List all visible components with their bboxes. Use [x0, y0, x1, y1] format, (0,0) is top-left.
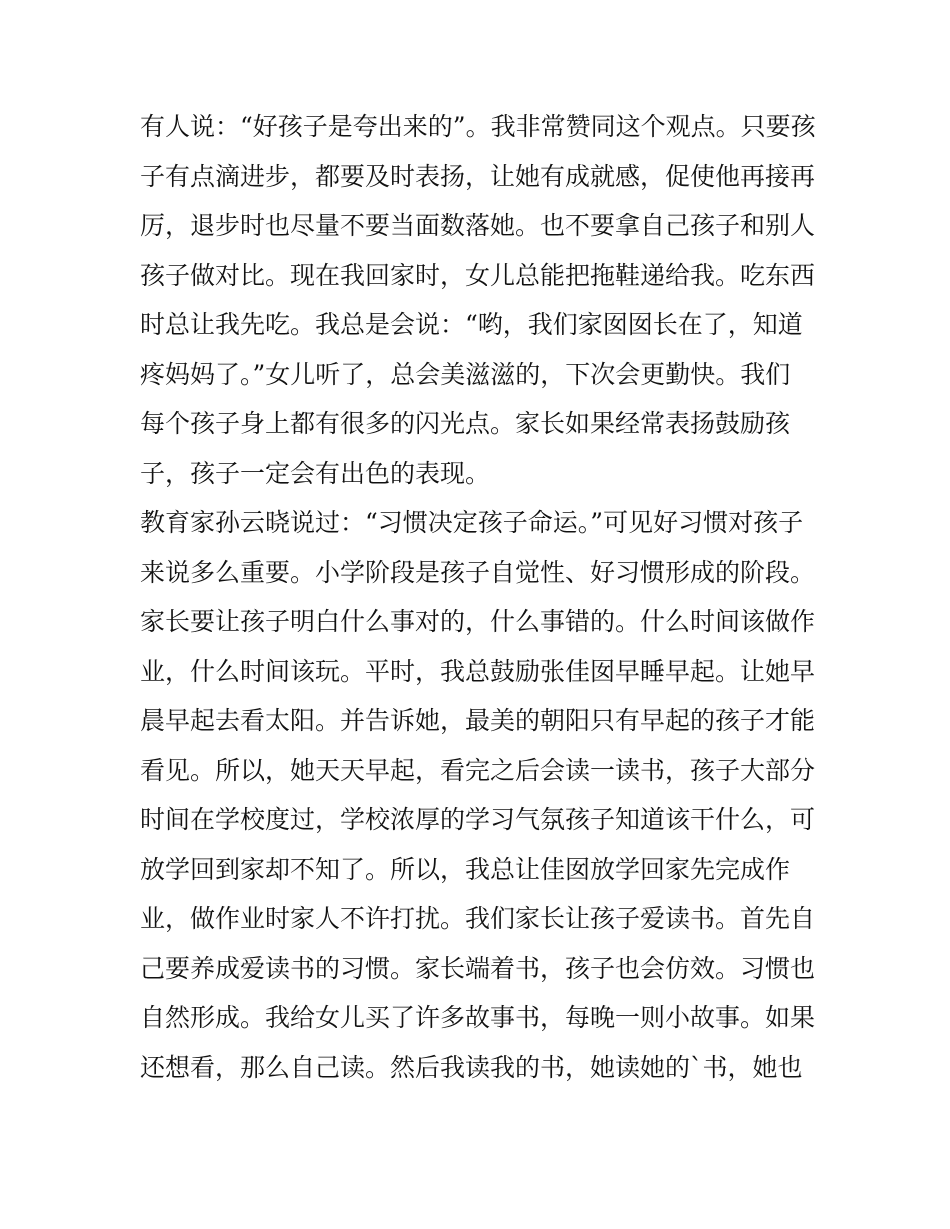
- text-line: 放学回到家却不知了。所以，我总让佳囡放学回家先完成作: [140, 854, 791, 884]
- text-line: 还想看，那么自己读。然后我读我的书，她读她的`书，她也: [140, 1052, 803, 1082]
- text-line: 家长要让孩子明白什么事对的，什么事错的。什么时间该做作: [140, 607, 816, 636]
- text-line: 疼妈妈了。”女儿听了，总会美滋滋的，下次会更勤快。我们: [140, 359, 791, 389]
- text-line: 晨早起去看太阳。并告诉她，最美的朝阳只有早起的孩子才能: [140, 706, 816, 735]
- text-line: 厉，退步时也尽量不要当面数落她。也不要拿自己孩子和别人: [140, 211, 816, 240]
- text-line: 子，孩子一定会有出色的表现。: [140, 458, 491, 488]
- text-line: 看见。所以，她天天早起，看完之后会读一读书，孩子大部分: [140, 755, 816, 785]
- text-line: 时间在学校度过，学校浓厚的学习气氛孩子知道该干什么，可: [140, 805, 816, 834]
- text-line: 业，做作业时家人不许打扰。我们家长让孩子爱读书。首先自: [140, 904, 816, 933]
- text-line: 每个孩子身上都有很多的闪光点。家长如果经常表扬鼓励孩: [140, 409, 791, 438]
- text-line: 孩子做对比。现在我回家时，女儿总能把拖鞋递给我。吃东西: [140, 260, 816, 290]
- text-line: 己要养成爱读书的习惯。家长端着书，孩子也会仿效。习惯也: [140, 953, 816, 983]
- text-line: 子有点滴进步，都要及时表扬，让她有成就感，促使他再接再: [140, 161, 816, 191]
- text-line: 教育家孙云晓说过：“习惯决定孩子命运。”可见好习惯对孩子: [140, 508, 804, 537]
- body-text: [140, 102, 820, 1092]
- text-line: 自然形成。我给女儿买了许多故事书，每晚一则小故事。如果: [140, 1003, 816, 1032]
- text-line: 有人说：“好孩子是夸出来的”。我非常赞同这个观点。只要孩: [140, 112, 816, 141]
- text-line: 时总让我先吃。我总是会说：“哟，我们家囡囡长在了，知道: [140, 310, 803, 339]
- text-line: 业，什么时间该玩。平时，我总鼓励张佳囡早睡早起。让她早: [140, 656, 816, 686]
- text-line: 来说多么重要。小学阶段是孩子自觉性、好习惯形成的阶段。: [140, 557, 816, 587]
